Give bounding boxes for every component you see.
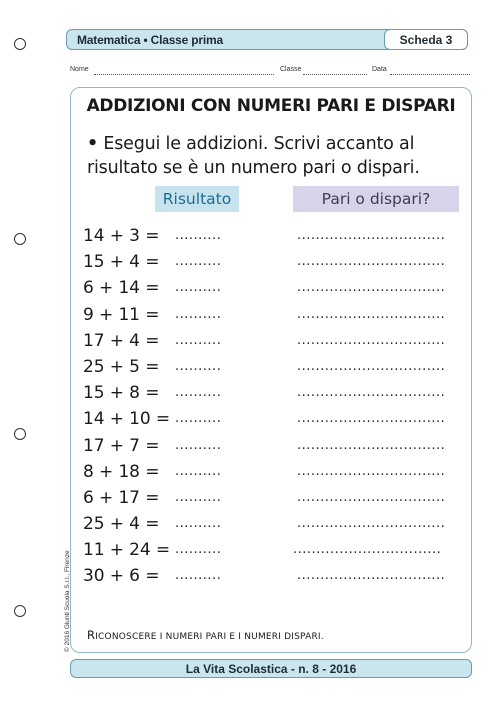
objective-text: ICONOSCERE I NUMERI PARI E I NUMERI DISPARI. xyxy=(95,632,324,642)
binder-hole-top xyxy=(14,38,26,50)
exercise-row xyxy=(83,250,463,276)
parity-blank[interactable]: ................................ xyxy=(297,463,446,479)
result-column-header: Risultato xyxy=(155,186,239,212)
equation-text: 6 + 14 = xyxy=(83,278,160,299)
class-line[interactable] xyxy=(303,74,367,75)
instruction-body: Esegui le addizioni. Scrivi accanto al risultato se è un numero pari o dispari. xyxy=(87,134,420,178)
equation-text: 9 + 11 = xyxy=(83,304,160,325)
result-blank[interactable]: .......... xyxy=(175,254,222,270)
sheet-label: Scheda 3 xyxy=(399,33,453,47)
equation-text: 15 + 8 = xyxy=(83,383,160,404)
parity-blank[interactable]: ................................ xyxy=(297,332,446,348)
sheet-tab xyxy=(384,29,468,50)
exercise-row xyxy=(83,276,463,302)
student-fields xyxy=(70,66,470,80)
bullet-icon: • xyxy=(87,134,98,154)
objective-initial: R xyxy=(87,628,96,642)
parity-blank[interactable]: ................................ xyxy=(297,489,446,505)
exercise-row xyxy=(83,564,463,590)
equation-text: 14 + 10 = xyxy=(83,409,171,430)
worksheet-title: ADDIZIONI CON NUMERI PARI E DISPARI xyxy=(86,96,456,116)
exercise-row xyxy=(83,512,463,538)
parity-blank[interactable]: ................................ xyxy=(297,568,446,584)
exercise-list xyxy=(83,224,463,591)
result-blank[interactable]: .......... xyxy=(175,306,222,322)
name-label: Nome xyxy=(70,66,89,73)
exercise-row xyxy=(83,303,463,329)
result-blank[interactable]: .......... xyxy=(175,385,222,401)
result-blank[interactable]: .......... xyxy=(175,411,222,427)
parity-blank[interactable]: ................................ xyxy=(297,516,446,532)
equation-text: 6 + 17 = xyxy=(83,487,160,508)
binder-hole-upper xyxy=(14,233,26,245)
result-blank[interactable]: .......... xyxy=(175,280,222,296)
equation-text: 17 + 7 = xyxy=(83,435,160,456)
exercise-row xyxy=(83,381,463,407)
learning-objective xyxy=(87,628,324,642)
publication-label: La Vita Scolastica - n. 8 - 2016 xyxy=(185,662,357,676)
parity-blank[interactable]: ................................ xyxy=(297,254,446,270)
exercise-row xyxy=(83,407,463,433)
parity-blank[interactable]: ................................ xyxy=(297,437,446,453)
binder-hole-lower xyxy=(14,428,26,440)
exercise-row xyxy=(83,538,463,564)
class-label: Classe xyxy=(280,66,302,73)
result-blank[interactable]: .......... xyxy=(175,437,222,453)
equation-text: 11 + 24 = xyxy=(83,540,171,561)
equation-text: 25 + 4 = xyxy=(83,514,160,535)
exercise-row xyxy=(83,460,463,486)
parity-blank[interactable]: ................................ xyxy=(297,306,446,322)
date-label: Data xyxy=(372,66,387,73)
result-blank[interactable]: .......... xyxy=(175,489,222,505)
copyright-notice: © 2016 Giunti Scuola S.r.l., Firenze xyxy=(64,550,71,652)
footer-bar xyxy=(70,659,472,678)
equation-text: 8 + 18 = xyxy=(83,461,160,482)
result-blank[interactable]: .......... xyxy=(175,542,222,558)
equation-text: 17 + 4 = xyxy=(83,330,160,351)
result-blank[interactable]: .......... xyxy=(175,568,222,584)
subject-label: Matematica • Classe prima xyxy=(77,33,223,47)
equation-text: 25 + 5 = xyxy=(83,356,160,377)
parity-blank[interactable]: ................................ xyxy=(297,228,446,243)
binder-hole-bottom xyxy=(14,605,26,617)
instruction-text xyxy=(87,132,457,180)
parity-blank[interactable]: ................................ xyxy=(297,280,446,296)
result-blank[interactable]: .......... xyxy=(175,332,222,348)
name-line[interactable] xyxy=(94,74,274,75)
parity-blank[interactable]: ................................ xyxy=(297,411,446,427)
result-blank[interactable]: .......... xyxy=(175,516,222,532)
exercise-row xyxy=(83,434,463,460)
exercise-row xyxy=(83,224,463,250)
worksheet-panel xyxy=(70,87,472,653)
parity-column-header: Pari o dispari? xyxy=(293,186,459,212)
exercise-row xyxy=(83,329,463,355)
equation-text: 30 + 6 = xyxy=(83,566,160,587)
result-blank[interactable]: .......... xyxy=(175,463,222,479)
date-line[interactable] xyxy=(390,74,470,75)
header-bar xyxy=(66,29,468,50)
result-blank[interactable]: .......... xyxy=(175,228,222,243)
exercise-row xyxy=(83,355,463,381)
exercise-row xyxy=(83,486,463,512)
parity-blank[interactable]: ................................ xyxy=(293,542,442,558)
result-blank[interactable]: .......... xyxy=(175,358,222,374)
equation-text: 15 + 4 = xyxy=(83,252,160,273)
equation-text: 14 + 3 = xyxy=(83,226,160,246)
parity-blank[interactable]: ................................ xyxy=(297,385,446,401)
parity-blank[interactable]: ................................ xyxy=(297,358,446,374)
